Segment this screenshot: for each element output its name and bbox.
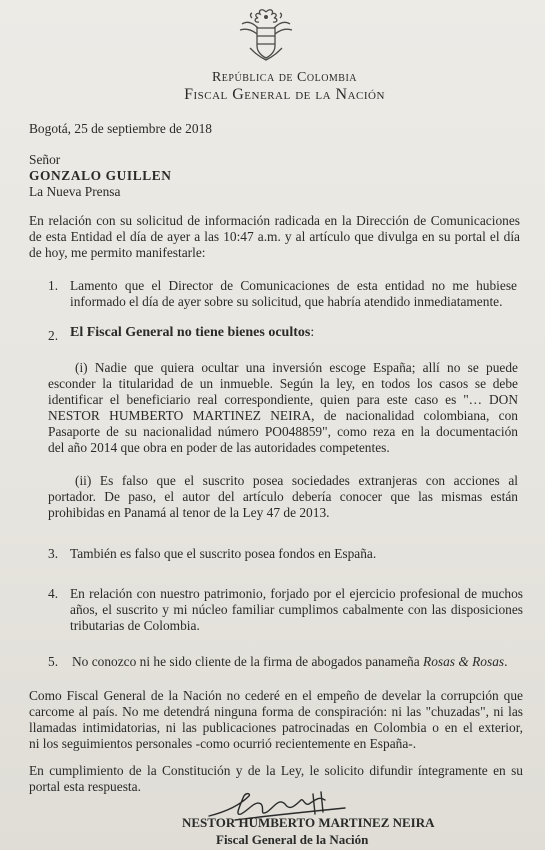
closing-paragraph-line: Como Fiscal General de la Nación no cederé en el empeño de develar la corrupción que bbox=[29, 688, 523, 703]
closing-paragraph-line: ni los seguimientos personales -como ocurrió recientemente en España-. bbox=[29, 736, 417, 751]
item-number: 4. bbox=[48, 586, 59, 601]
intro-line: de esta Entidad el día de ayer a las 10:47 a.m. y al artículo que divulga en su portal el día bbox=[29, 229, 520, 244]
sub-i-line: del año 2014 que obra en poder de las autoridades competentes. bbox=[48, 440, 390, 455]
item-1-line: Lamento que el Director de Comunicaciones de esta entidad no me hubiese bbox=[70, 278, 517, 293]
recipient-org: La Nueva Prensa bbox=[29, 184, 121, 199]
sub-i-line: identificar el beneficiario real correspondiente, quien para este caso es "… DON bbox=[48, 392, 518, 407]
item-5-end: . bbox=[504, 654, 508, 669]
item-3-text: También es falso que el suscrito posea fondos en España. bbox=[70, 546, 377, 561]
item-5-text bbox=[72, 654, 507, 670]
closing-paragraph-line: carcome al país. No me detendrá ninguna forma de conspiración: ni las "chuzadas", ni las bbox=[29, 704, 523, 719]
sub-ii-line: (ii) Es falso que el suscrito posea sociedades extranjeras con acciones al bbox=[75, 473, 518, 488]
sub-i-line: (i) Nadie que quiera ocultar una inversión escoge España; allí no se puede bbox=[75, 360, 518, 375]
recipient-name: GONZALO GUILLEN bbox=[29, 168, 172, 183]
salutation: Señor bbox=[29, 152, 61, 167]
item-number: 2. bbox=[48, 328, 59, 343]
item-2-heading bbox=[70, 325, 314, 341]
item-2-colon: : bbox=[310, 325, 315, 340]
intro-line: En relación con su solicitud de información radicada en la Dirección de Comunicaciones bbox=[29, 213, 520, 228]
sub-ii-line: portador. De paso, el autor del artículo debería conocer que las mismas están bbox=[48, 489, 518, 504]
intro-line: de hoy, me permito manifestarle: bbox=[29, 245, 206, 260]
item-number: 3. bbox=[48, 546, 59, 561]
item-1-line: informado el día de ayer sobre su solicitud, que habría atendido inmediatamente. bbox=[70, 294, 503, 309]
law-firm-name: Rosas & Rosas bbox=[423, 654, 505, 669]
sub-i-line: NESTOR HUMBERTO MARTINEZ NEIRA, de nacionalidad colombiana, con bbox=[48, 408, 518, 423]
letter-date: Bogotá, 25 de septiembre de 2018 bbox=[29, 121, 212, 136]
item-5-main: No conozco ni he sido cliente de la firma de abogados panameña bbox=[72, 654, 424, 669]
office-heading: Fiscal General de la Nación bbox=[184, 86, 385, 103]
item-number: 5. bbox=[48, 654, 59, 669]
final-paragraph-line: portal esta respuesta. bbox=[29, 779, 141, 794]
signatory-name: NESTOR HUMBERTO MARTINEZ NEIRA bbox=[182, 815, 435, 830]
item-4-line: En relación con nuestro patrimonio, forjado por el ejercicio profesional de muchos bbox=[70, 586, 523, 601]
signatory-title: Fiscal General de la Nación bbox=[216, 832, 369, 847]
item-4-line: años, el suscrito y mi núcleo familiar cumplimos cabalmente con las disposiciones bbox=[70, 602, 523, 617]
sub-i-line: Pasaporte de su nacionalidad número PO048859", como reza en la documentación bbox=[48, 424, 518, 439]
item-2-title: El Fiscal General no tiene bienes ocultos bbox=[70, 325, 311, 340]
closing-paragraph-line: llamadas intimidatorias, ni las publicaciones patrocinadas en Colombia o en el exterior, bbox=[29, 720, 523, 735]
republic-heading: República de Colombia bbox=[211, 70, 358, 85]
sub-ii-line: prohibidas en Panamá al tenor de la Ley 47 de 2013. bbox=[48, 505, 330, 520]
coat-of-arms-icon bbox=[236, 6, 296, 64]
final-paragraph-line: En cumplimiento de la Constitución y de la Ley, le solicito difundir íntegramente en su bbox=[29, 763, 523, 778]
item-number: 1. bbox=[48, 278, 59, 293]
item-4-line: tributarias de Colombia. bbox=[70, 618, 200, 633]
sub-i-line: esconder la titularidad de un inmueble. Según la ley, en todos los casos se debe bbox=[48, 376, 518, 391]
